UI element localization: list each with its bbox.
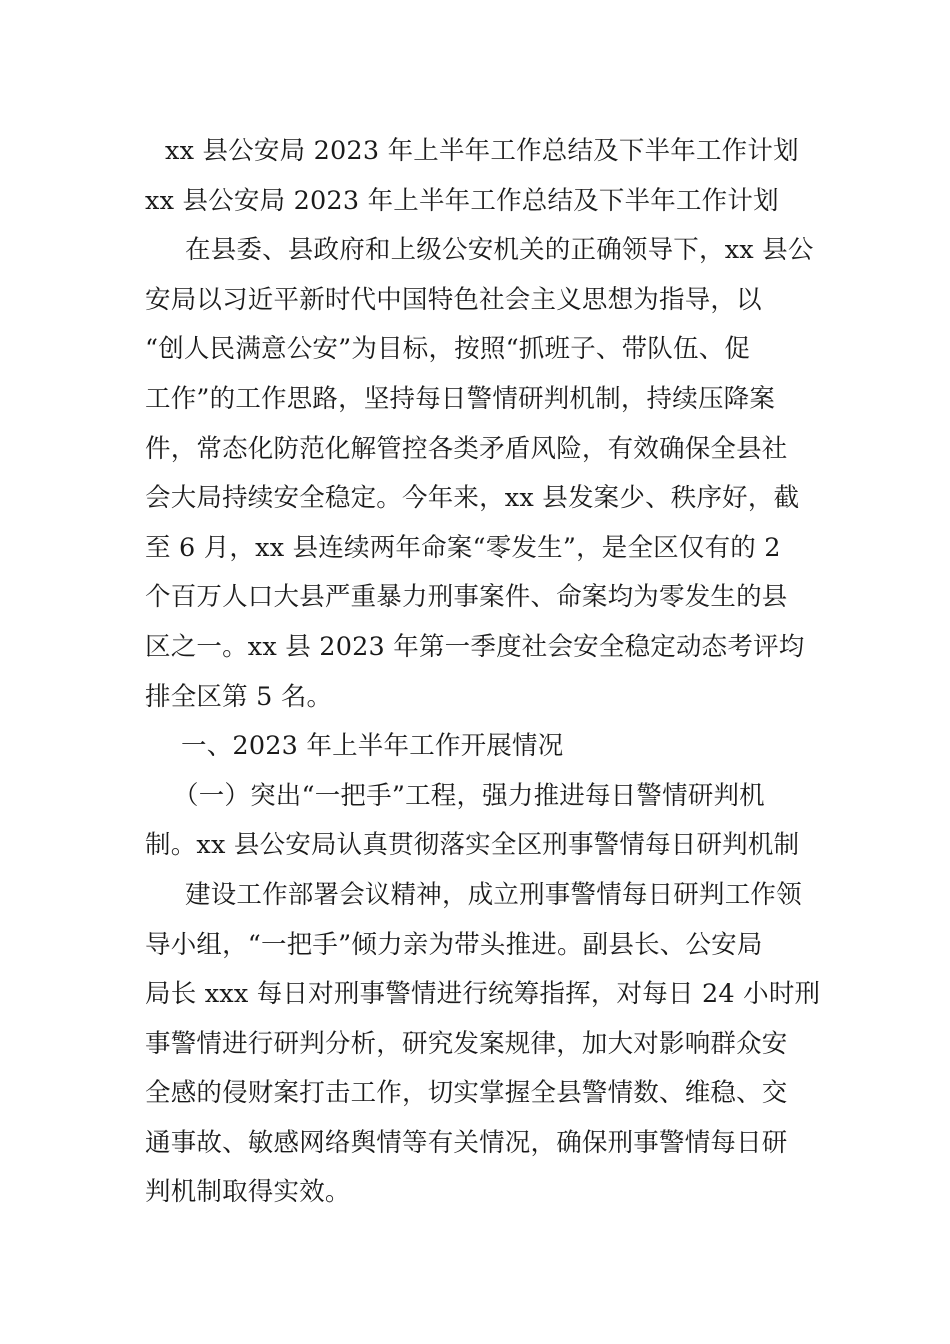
- paragraph-line: 建设工作部署会议精神，成立刑事警情每日研判工作领: [185, 879, 802, 910]
- document-title-repeat: xx 县公安局 2023 年上半年工作总结及下半年工作计划: [145, 185, 779, 216]
- paragraph-line: 个百万人口大县严重暴力刑事案件、命案均为零发生的县: [145, 582, 788, 613]
- paragraph-line: 至 6 月，xx 县连续两年命案“零发生”，是全区仅有的 2: [145, 532, 781, 563]
- document-page: [145, 127, 821, 1218]
- paragraph-line: 导小组，“一把手”倾力亲为带头推进。副县长、公安局: [145, 929, 763, 960]
- subsection-heading-line: （一）突出“一把手”工程，强力推进每日警情研判机: [173, 780, 765, 811]
- paragraph-line: 工作”的工作思路，坚持每日警情研判机制，持续压降案: [145, 383, 776, 414]
- section-heading: 一、2023 年上半年工作开展情况: [181, 731, 564, 762]
- paragraph-line: 件，常态化防范化解管控各类矛盾风险，有效确保全县社: [145, 433, 788, 464]
- body-paragraph: [145, 871, 821, 1218]
- paragraph-line: 通事故、敏感网络舆情等有关情况，确保刑事警情每日研: [145, 1127, 788, 1158]
- paragraph-line: 全感的侵财案打击工作，切实掌握全县警情数、维稳、交: [145, 1078, 788, 1109]
- intro-paragraph: [145, 226, 814, 722]
- paragraph-line: 区之一。xx 县 2023 年第一季度社会安全稳定动态考评均: [145, 631, 805, 662]
- paragraph-line: 排全区第 5 名。: [145, 681, 333, 712]
- paragraph-line: 制。xx 县公安局认真贯彻落实全区刑事警情每日研判机制: [145, 830, 800, 861]
- paragraph-line: 事警情进行研判分析，研究发案规律，加大对影响群众安: [145, 1028, 788, 1059]
- paragraph-line: “创人民满意公安”为目标，按照“抓班子、带队伍、促: [145, 334, 751, 365]
- document-title: xx 县公安局 2023 年上半年工作总结及下半年工作计划: [165, 136, 799, 166]
- paragraph-line: 在县委、县政府和上级公安机关的正确领导下，xx 县公: [185, 235, 814, 266]
- paragraph-line: 局长 xxx 每日对刑事警情进行统筹指挥，对每日 24 小时刑: [145, 979, 821, 1010]
- paragraph-line: 会大局持续安全稳定。今年来，xx 县发案少、秩序好，截: [145, 483, 800, 514]
- paragraph-line: 判机制取得实效。: [145, 1177, 351, 1208]
- paragraph-line: 安局以习近平新时代中国特色社会主义思想为指导，以: [145, 284, 762, 315]
- subsection-paragraph: [145, 772, 808, 871]
